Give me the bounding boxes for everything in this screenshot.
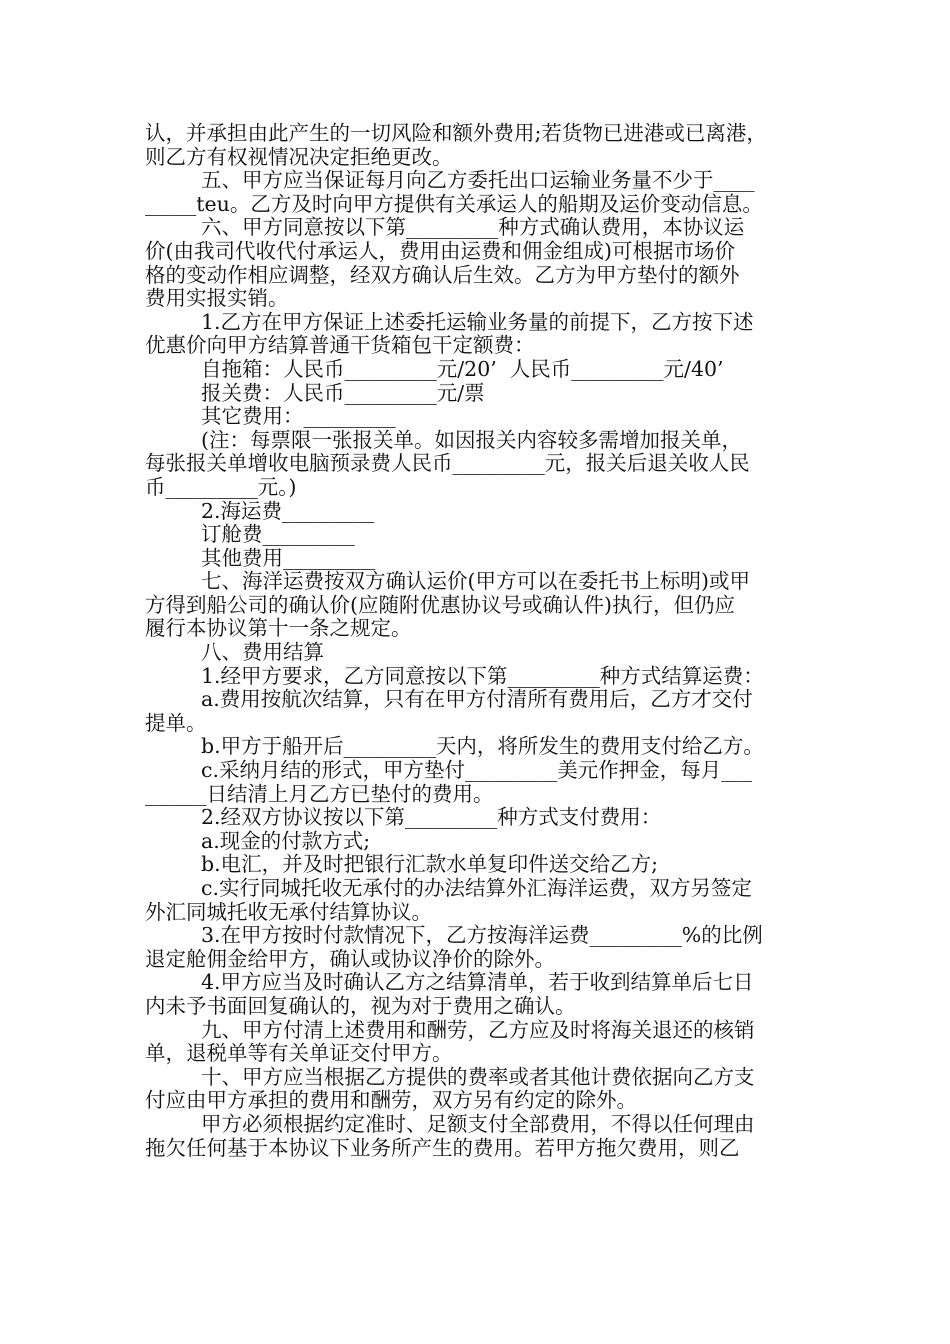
text-line: c.实行同城托收无承付的办法结算外汇海洋运费，双方另签定 bbox=[201, 876, 752, 900]
text-line: 外汇同城托收无承付结算协议。 bbox=[145, 899, 432, 924]
text-line: 退定舱佣金给甲方，确认或协议净价的除外。 bbox=[145, 946, 555, 971]
text-line: 其它费用：_________ bbox=[201, 404, 396, 429]
text-line: 优惠价向甲方结算普通干货箱包干定额费： bbox=[145, 333, 535, 358]
text-line: (注：每票限一张报关单。如因报关内容较多需增加报关单， bbox=[201, 427, 742, 452]
text-line: 方得到船公司的确认价(应随附优惠协议号或确认件)执行，但仍应 bbox=[145, 592, 735, 617]
text-line: 拖欠任何基于本协议下业务所产生的费用。若甲方拖欠费用，则乙 bbox=[145, 1135, 740, 1160]
text-line: 七、海洋运费按双方确认运价(甲方可以在委托书上标明)或甲 bbox=[201, 569, 750, 594]
text-line: a.费用按航次结算，只有在甲方付清所有费用后，乙方才交付 bbox=[201, 687, 753, 712]
text-line: a.现金的付款方式; bbox=[201, 828, 371, 853]
text-line: 履行本协议第十一条之规定。 bbox=[145, 616, 412, 641]
text-line: 价(由我司代收代付承运人，费用由运费和佣金组成)可根据市场价 bbox=[145, 238, 735, 263]
text-line: ______日结清上月乙方已垫付的费用。 bbox=[145, 781, 494, 806]
text-line: 甲方必须根据约定准时、足额支付全部费用，不得以任何理由 bbox=[201, 1111, 755, 1136]
text-line: c.采纳月结的形式，甲方垫付_________美元作押金，每月___ bbox=[201, 758, 752, 783]
text-line: b.甲方于船开后_________天内，将所发生的费用支付给乙方。 bbox=[201, 734, 764, 759]
text-line: 其他费用_________ bbox=[201, 545, 376, 570]
text-line: 费用实报实销。 bbox=[145, 286, 289, 311]
text-line: 2.经双方协议按以下第_________种方式支付费用： bbox=[201, 805, 662, 830]
text-line: 2.海运费_________ bbox=[201, 498, 375, 523]
text-line: 3.在甲方按时付款情况下，乙方按海洋运费_________%的比例 bbox=[201, 923, 763, 948]
text-line: 八、费用结算 bbox=[201, 640, 324, 665]
text-line: 认，并承担由此产生的一切风险和额外费用;若货物已进港或已离港， bbox=[145, 121, 767, 145]
text-line: 五、甲方应当保证每月向乙方委托出口运输业务量不少于____ bbox=[201, 168, 755, 193]
text-line: 内未予书面回复确认的，视为对于费用之确认。 bbox=[145, 993, 576, 1018]
text-line: 六、甲方同意按以下第_________种方式确认费用，本协议运 bbox=[201, 215, 745, 240]
text-line: 1.乙方在甲方保证上述委托运输业务量的前提下，乙方按下述 bbox=[201, 309, 754, 334]
text-line: 每张报关单增收电脑预录费人民币_________元，报关后退关收人民 bbox=[145, 451, 750, 476]
text-line: 提单。 bbox=[145, 710, 207, 735]
text-line: 付应由甲方承担的费用和酬劳，双方另有约定的除外。 bbox=[145, 1088, 637, 1113]
text-line: 订舱费_________ bbox=[201, 522, 355, 547]
text-line: 币_________元。) bbox=[145, 474, 297, 499]
text-line: 则乙方有权视情况决定拒绝更改。 bbox=[145, 144, 453, 169]
text-line: 格的变动作相应调整，经双方确认后生效。乙方为甲方垫付的额外 bbox=[145, 262, 740, 287]
text-line: 1.经甲方要求，乙方同意按以下第_________种方式结算运费： bbox=[201, 663, 764, 688]
text-line: 单，退税单等有关单证交付甲方。 bbox=[145, 1041, 453, 1066]
text-line: _____teu。乙方及时向甲方提供有关承运人的船期及运价变动信息。 bbox=[145, 191, 763, 216]
text-line: 报关费：人民币_________元/票 bbox=[201, 380, 485, 405]
document-body bbox=[145, 122, 810, 1160]
text-line: 自拖箱：人民币_________元/20’ 人民币_________元/40’ bbox=[201, 356, 724, 381]
text-line: 4.甲方应当及时确认乙方之结算清单，若于收到结算单后七日 bbox=[201, 970, 754, 995]
text-line: 九、甲方付清上述费用和酬劳，乙方应及时将海关退还的核销 bbox=[201, 1017, 755, 1042]
text-line: 十、甲方应当根据乙方提供的费率或者其他计费依据向乙方支 bbox=[201, 1064, 755, 1089]
text-line: b.电汇，并及时把银行汇款水单复印件送交给乙方; bbox=[201, 852, 659, 877]
